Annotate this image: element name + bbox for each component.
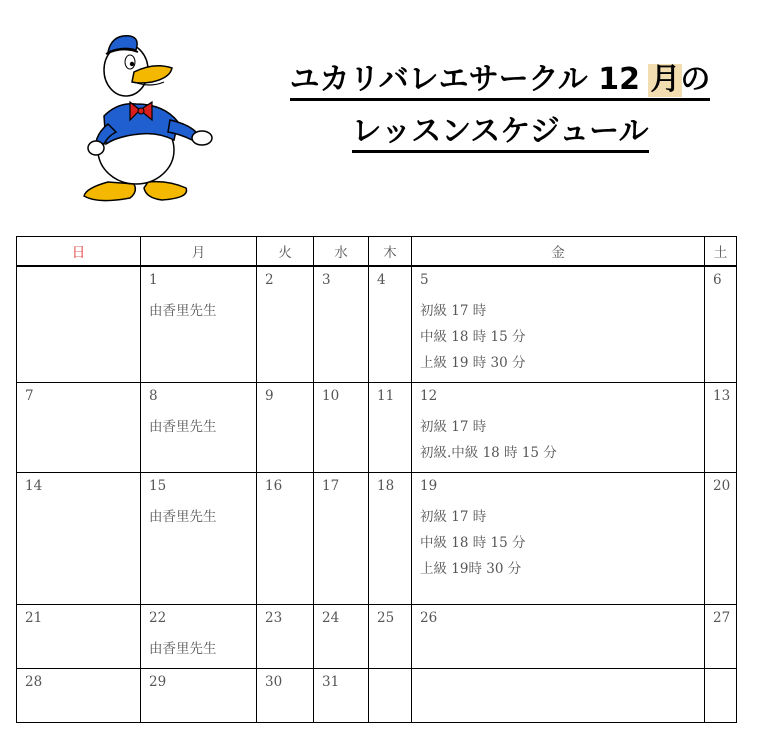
day-cell bbox=[17, 266, 141, 383]
day-number: 5 bbox=[420, 272, 429, 288]
day-cell: 6 bbox=[705, 266, 737, 383]
header-tuesday: 火 bbox=[257, 237, 314, 267]
lesson-time: 中級 18 時 15 分 bbox=[420, 329, 526, 345]
header-monday: 月 bbox=[141, 237, 257, 267]
subtitle-text: レッスンスケジュール bbox=[352, 114, 649, 153]
header-sunday: 日 bbox=[17, 237, 141, 267]
lesson-time: 中級 18 時 15 分 bbox=[420, 535, 526, 551]
day-cell: 17 bbox=[314, 473, 369, 605]
day-cell: 13 bbox=[705, 383, 737, 473]
page-subtitle bbox=[260, 114, 740, 150]
lesson-time: 初級 17 時 bbox=[420, 509, 487, 525]
day-cell bbox=[141, 605, 257, 669]
day-cell: 27 bbox=[705, 605, 737, 669]
day-cell: 16 bbox=[257, 473, 314, 605]
day-cell: 29 bbox=[141, 669, 257, 723]
week-row bbox=[17, 473, 737, 605]
day-cell: 26 bbox=[412, 605, 705, 669]
day-cell: 7 bbox=[17, 383, 141, 473]
day-cell: 23 bbox=[257, 605, 314, 669]
header-thursday: 木 bbox=[369, 237, 412, 267]
day-cell bbox=[412, 266, 705, 383]
day-cell: 3 bbox=[314, 266, 369, 383]
day-cell: 30 bbox=[257, 669, 314, 723]
day-number: 19 bbox=[420, 478, 438, 494]
day-number: 15 bbox=[149, 478, 167, 494]
day-cell: 4 bbox=[369, 266, 412, 383]
day-cell bbox=[369, 669, 412, 723]
calendar-header-row bbox=[17, 237, 737, 267]
lesson-time: 上級 19 時 30 分 bbox=[420, 355, 526, 371]
day-cell: 20 bbox=[705, 473, 737, 605]
day-cell: 28 bbox=[17, 669, 141, 723]
day-number: 1 bbox=[149, 272, 158, 288]
teacher-note: 由香里先生 bbox=[149, 641, 217, 657]
schedule-calendar bbox=[16, 236, 737, 723]
title-month: 月 bbox=[650, 62, 681, 97]
day-cell bbox=[141, 473, 257, 605]
day-cell bbox=[141, 266, 257, 383]
page-title bbox=[260, 62, 740, 98]
header-friday: 金 bbox=[412, 237, 705, 267]
teacher-note: 由香里先生 bbox=[149, 303, 217, 319]
day-cell: 25 bbox=[369, 605, 412, 669]
day-cell: 2 bbox=[257, 266, 314, 383]
day-cell: 31 bbox=[314, 669, 369, 723]
title-suffix: の bbox=[680, 62, 711, 97]
day-number: 12 bbox=[420, 388, 438, 404]
lesson-time: 初級.中級 18 時 15 分 bbox=[420, 445, 557, 461]
day-cell: 11 bbox=[369, 383, 412, 473]
week-row bbox=[17, 669, 737, 723]
day-cell bbox=[412, 669, 705, 723]
day-cell bbox=[705, 669, 737, 723]
day-cell: 18 bbox=[369, 473, 412, 605]
day-number: 8 bbox=[149, 388, 158, 404]
lesson-time: 初級 17 時 bbox=[420, 419, 487, 435]
day-cell: 9 bbox=[257, 383, 314, 473]
week-row bbox=[17, 605, 737, 669]
week-row bbox=[17, 383, 737, 473]
day-cell bbox=[141, 383, 257, 473]
day-cell: 24 bbox=[314, 605, 369, 669]
lesson-time: 上級 19時 30 分 bbox=[420, 561, 522, 577]
day-cell bbox=[412, 383, 705, 473]
lesson-time: 初級 17 時 bbox=[420, 303, 487, 319]
week-row bbox=[17, 266, 737, 383]
day-cell: 10 bbox=[314, 383, 369, 473]
header-wednesday: 水 bbox=[314, 237, 369, 267]
header-saturday: 土 bbox=[705, 237, 737, 267]
day-cell: 14 bbox=[17, 473, 141, 605]
cartoon-duck-icon bbox=[78, 32, 218, 208]
teacher-note: 由香里先生 bbox=[149, 419, 217, 435]
day-number: 22 bbox=[149, 610, 167, 626]
day-cell: 21 bbox=[17, 605, 141, 669]
title-prefix: ユカリバレエサークル 12 bbox=[289, 62, 651, 97]
teacher-note: 由香里先生 bbox=[149, 509, 217, 525]
day-cell bbox=[412, 473, 705, 605]
